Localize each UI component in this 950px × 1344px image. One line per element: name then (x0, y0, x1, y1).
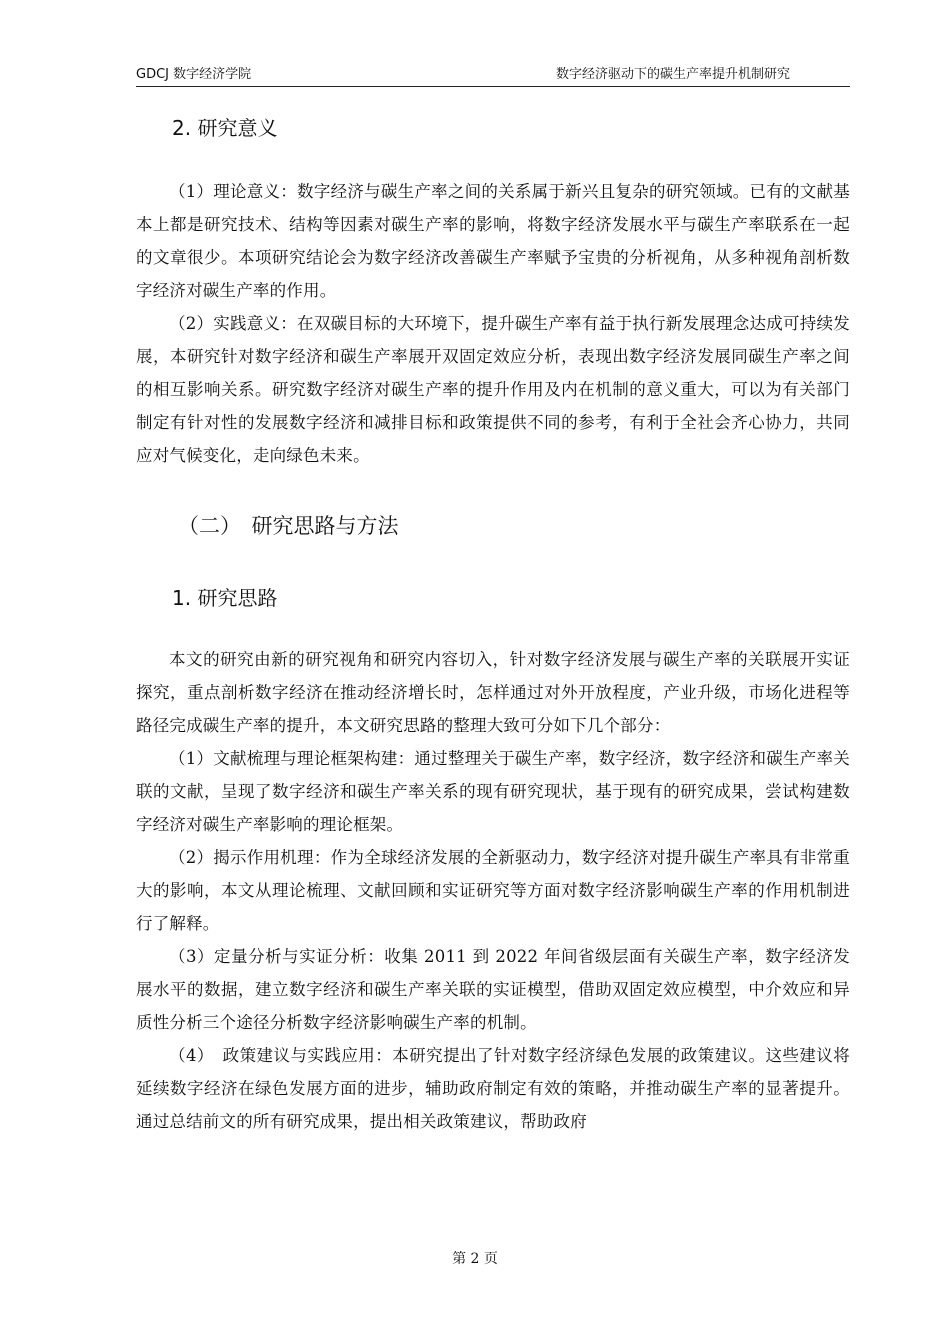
paragraph-mechanism: （2）揭示作用机理：作为全球经济发展的全新驱动力，数字经济对提升碳生产率具有非常重大的影响，本文从理论梳理、文献回顾和实证研究等方面对数字经济影响碳生产率的作用机制进行了解释。 (136, 848, 850, 933)
page-header (136, 66, 850, 87)
paragraph-practical-significance: （2）实践意义：在双碳目标的大环境下，提升碳生产率有益于执行新发展理念达成可持续发展，本研究针对数字经济和碳生产率展开双固定效应分析，表现出数字经济发展同碳生产率之间的相互影响关系。研究数字经济对碳生产率的提升作用及内在机制的意义重大，可以为有关部门制定有针对性的发展数字经济和减排目标和政策提供不同的参考，有利于全社会齐心协力，共同应对气候变化，走向绿色未来。 (136, 314, 850, 465)
page-body (136, 112, 850, 1138)
heading-research-approach-and-methods: （二） 研究思路与方法 (178, 514, 399, 538)
paragraph-policy-suggestions: （4） 政策建议与实践应用：本研究提出了针对数字经济绿色发展的政策建议。这些建议将延续数字经济在绿色发展方面的进步，辅助政府制定有效的策略，并推动碳生产率的显著提升。通过总结前文的所有研究成果，提出相关政策建议，帮助政府 (136, 1046, 850, 1131)
paragraph-empirical-analysis: （3）定量分析与实证分析：收集 2011 到 2022 年间省级层面有关碳生产率，数字经济发展水平的数据，建立数字经济和碳生产率关联的实证模型，借助双固定效应模型，中介效应和异质性分析三个途径分析数字经济影响碳生产率的机制。 (136, 947, 850, 1032)
header-institution: GDCJ 数字经济学院 (136, 67, 252, 82)
paragraph-literature-review: （1）文献梳理与理论框架构建：通过整理关于碳生产率，数字经济，数字经济和碳生产率关联的文献，呈现了数字经济和碳生产率关系的现有研究现状，基于现有的研究成果，尝试构建数字经济对碳生产率影响的理论框架。 (136, 749, 850, 834)
paragraph-theoretical-significance: （1）理论意义：数字经济与碳生产率之间的关系属于新兴且复杂的研究领域。已有的文献基本上都是研究技术、结构等因素对碳生产率的影响，将数字经济发展水平与碳生产率联系在一起的文章很少。本项研究结论会为数字经济改善碳生产率赋予宝贵的分析视角，从多种视角剖析数字经济对碳生产率的作用。 (136, 182, 850, 300)
page-number: 第 2 页 (452, 1251, 498, 1267)
header-title: 数字经济驱动下的碳生产率提升机制研究 (555, 67, 790, 82)
paragraph-approach-intro: 本文的研究由新的研究视角和研究内容切入，针对数字经济发展与碳生产率的关联展开实证探究，重点剖析数字经济在推动经济增长时，怎样通过对外开放程度，产业升级，市场化进程等路径完成碳生产率的提升，本文研究思路的整理大致可分如下几个部分： (136, 650, 850, 735)
heading-research-approach: 1. 研究思路 (172, 586, 278, 610)
heading-research-significance: 2. 研究意义 (172, 116, 278, 140)
